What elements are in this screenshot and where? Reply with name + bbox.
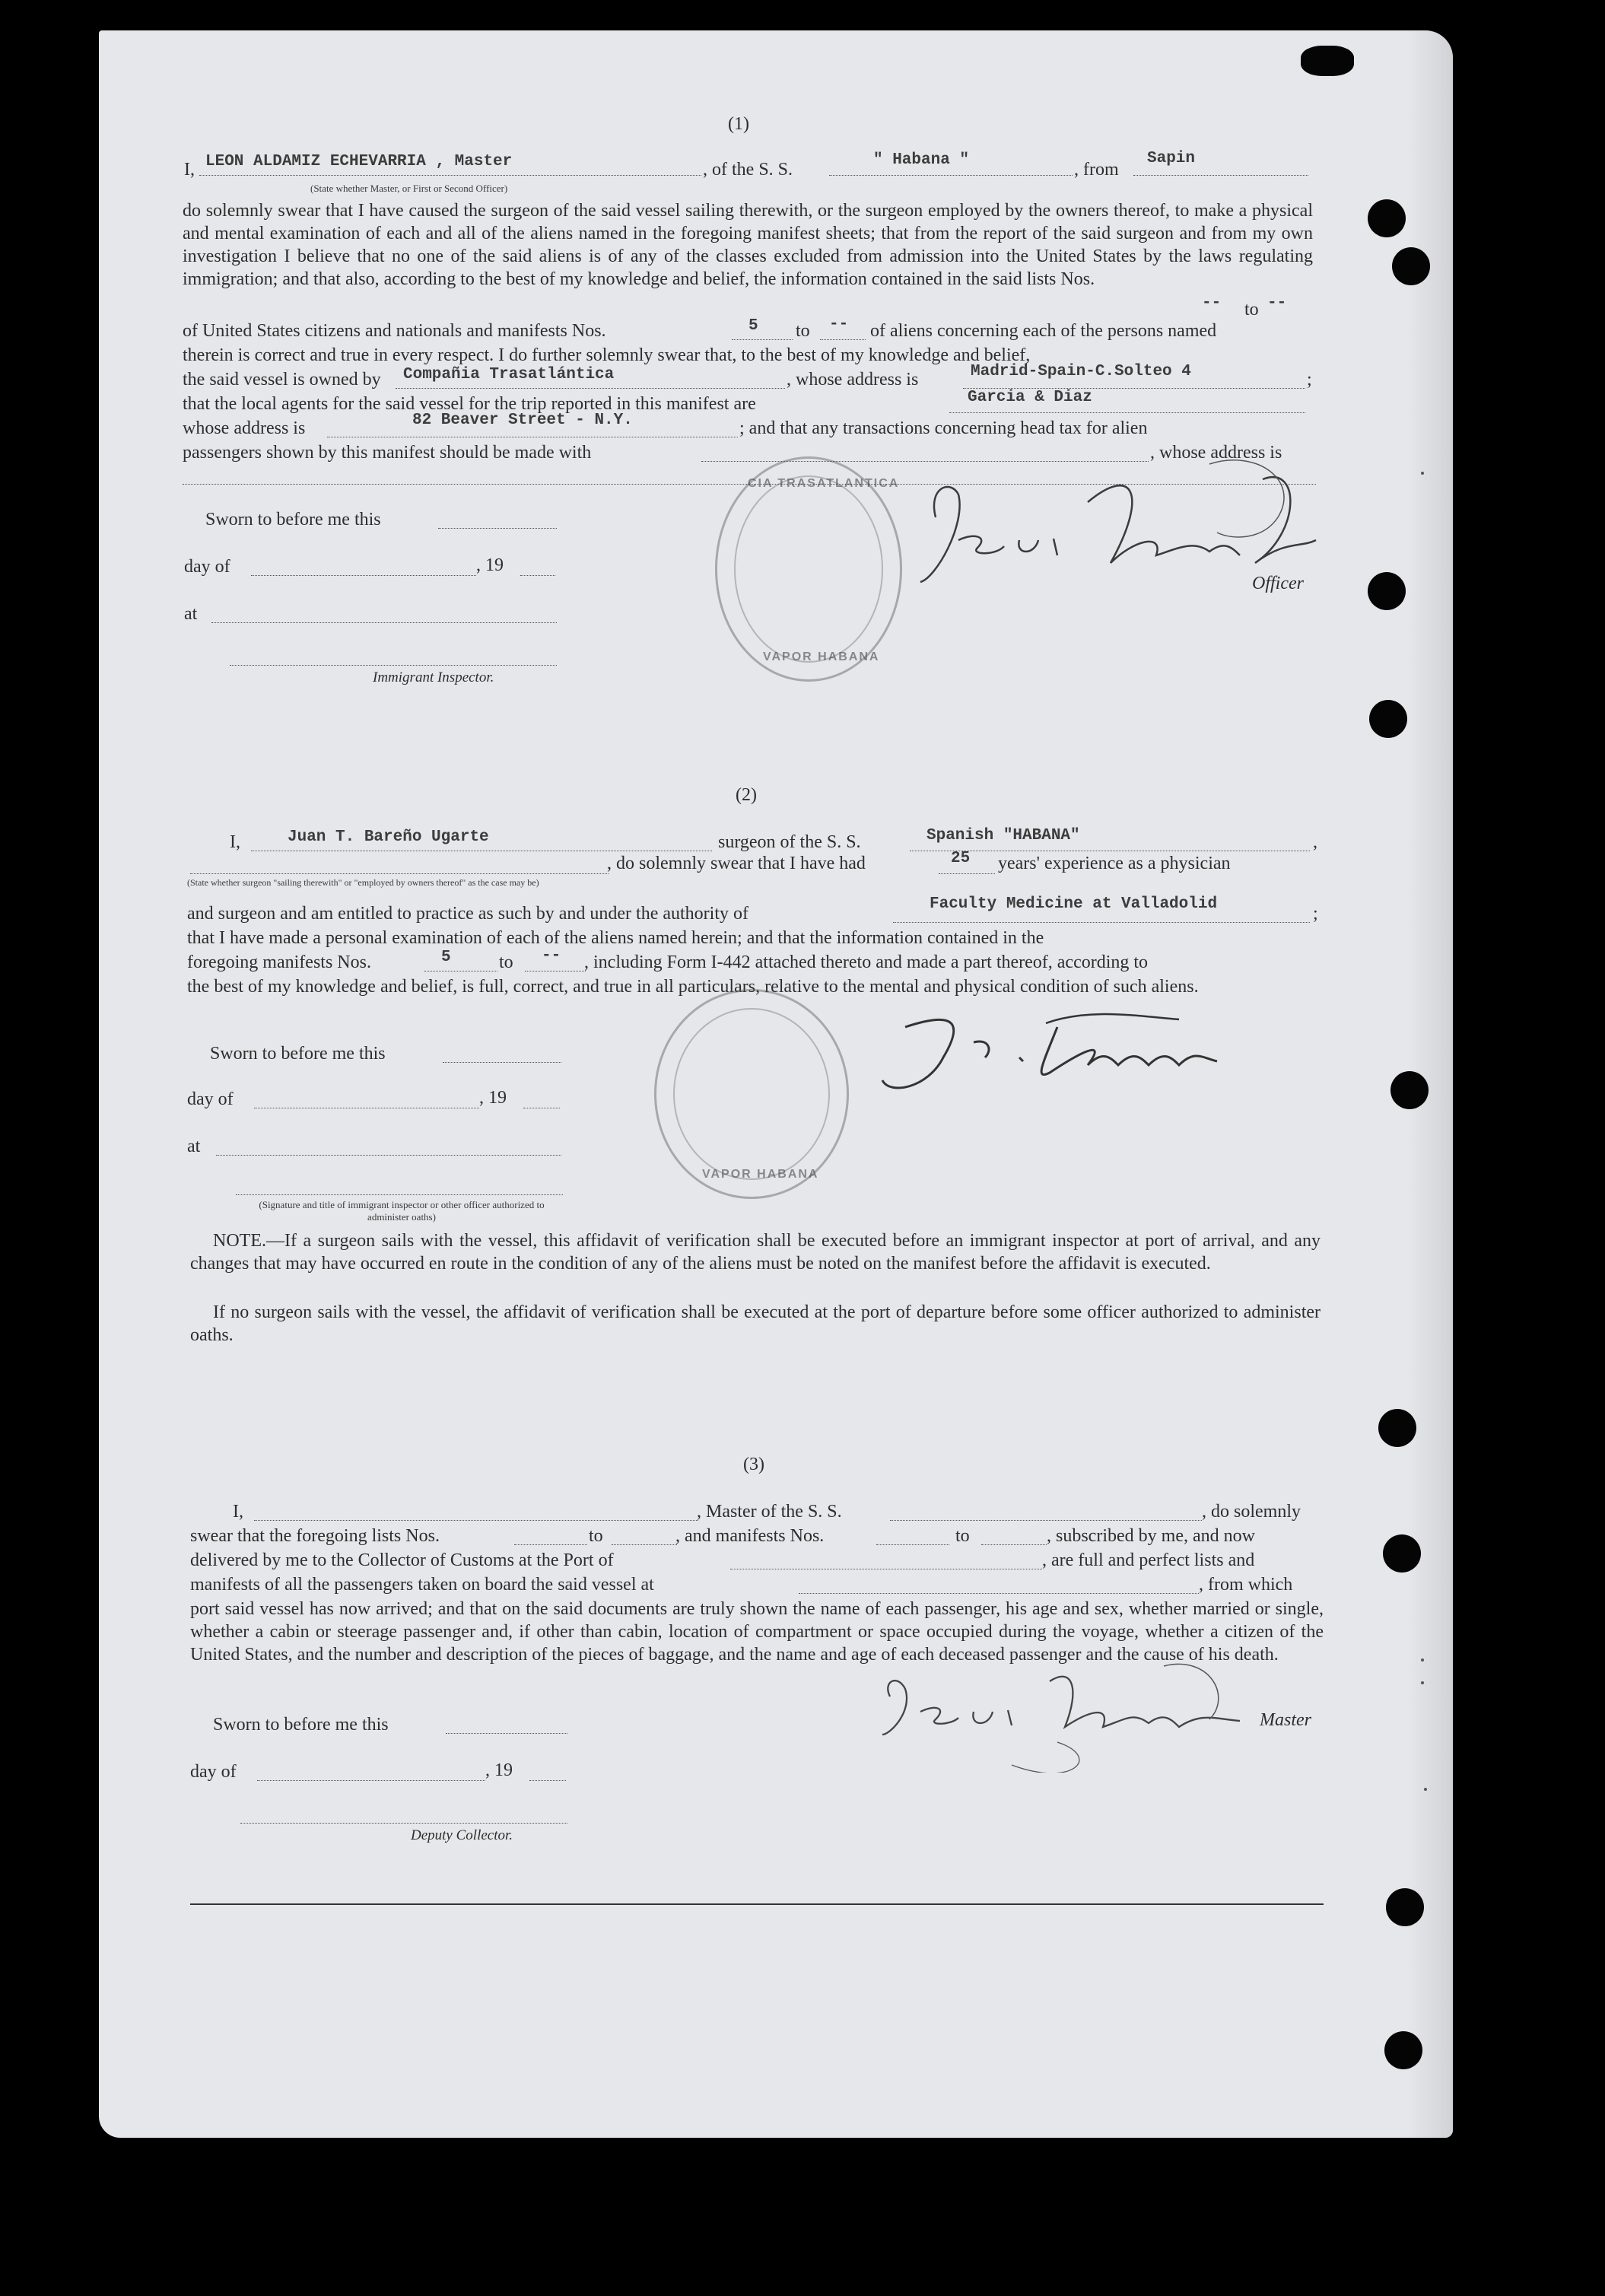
surgeon-vessel: Spanish "HABANA" [926,827,1080,844]
year-label-3: , 19 [485,1760,513,1780]
s3-vessel-blank [890,1520,1202,1521]
us-citizens-line: of United States citizens and nationals and manifests Nos. [183,321,606,341]
company-seal [715,456,902,682]
surgeon-signature [860,997,1255,1118]
day-blank-3 [257,1780,485,1781]
s3-lists-to [612,1544,677,1545]
section-2-body-a: that I have made a personal examination of each of the aliens named herein; and that the information contained in the [187,928,1044,948]
speck [1421,1658,1424,1662]
lists-from: -- [1202,294,1222,312]
owner-line [396,388,785,389]
sworn-blank-1 [438,528,557,529]
years-value: 25 [951,850,971,867]
s2-to-word: to [499,952,513,972]
at-blank-1 [211,622,557,623]
s3-to-1: to [589,1526,603,1546]
subscribed-text: , subscribed by me, and now [1047,1526,1255,1546]
sworn-blank-3 [446,1733,567,1734]
s3-manifests-to [981,1544,1047,1545]
authority-value: Faculty Medicine at Valladolid [930,895,1218,913]
s2-to-line [525,971,586,972]
years-line [939,873,995,874]
local-agents: Garcia & Diaz [968,389,1092,406]
section-2-body-b: , including Form I-442 attached thereto and made a part thereof, according to [584,952,1149,972]
surgeon-name: Juan T. Bareño Ugarte [288,828,489,846]
manifests-to-line [820,339,866,340]
collector-caption: Deputy Collector. [411,1827,513,1843]
semicolon: ; [1307,370,1312,390]
inspector-caption: Immigrant Inspector. [373,669,494,685]
vessel-line [829,175,1073,176]
at-label-2: at [187,1137,201,1156]
speck [1421,1681,1424,1684]
binder-hole [1301,46,1354,76]
bottom-rule [190,1903,1324,1905]
do-solemnly-label: , do solemnly [1202,1502,1301,1522]
from-line [1133,175,1308,176]
master-signature [875,1651,1270,1773]
inspector-sig-line [230,665,557,666]
s3-manifests-from [876,1544,949,1545]
day-of-label-2: day of [187,1089,234,1109]
vessel-owner: Compañia Trasatlántica [403,366,615,383]
day-of-label-3: day of [190,1762,237,1782]
year-blank-1 [520,575,555,576]
seal-text-bottom-2: VAPOR HABANA [702,1168,819,1181]
at-blank-2 [216,1155,561,1156]
local-agents-label: that the local agents for the said vessel for the trip reported in this manifest are [183,394,756,414]
day-blank-1 [251,575,476,576]
master-label: Master [1260,1710,1311,1730]
s3-place-blank [799,1593,1199,1594]
seal-text-bottom: VAPOR HABANA [763,650,880,663]
s2-manifests-to: -- [542,947,561,965]
and-manifests-label: , and manifests Nos. [675,1526,825,1546]
agents-line [949,412,1305,413]
speck [1424,1788,1427,1791]
section-1-i: I, [184,160,195,180]
s3-to-2: to [955,1526,970,1546]
section-3-number: (3) [743,1455,764,1474]
from-value: Sapin [1147,150,1196,167]
manifests-to: -- [829,316,849,333]
binder-hole [1386,1888,1424,1926]
from-label: , from [1074,160,1119,180]
year-label-2: , 19 [479,1088,507,1108]
section-3-i: I, [233,1502,243,1522]
surgeon-blank [190,873,609,874]
vessel-name: " Habana " [873,151,970,169]
section-1-number: (1) [728,114,749,134]
note-1: NOTE.—If a surgeon sails with the vessel, this affidavit of verification shall be executed before an immigrant inspector at port of arrival, and any changes that may have occurred en route in the condition of any of the aliens must be noted on the manifest before the affidavit is executed. [190,1231,1321,1274]
full-perfect-text: , are full and perfect lists and [1042,1550,1255,1570]
binder-hole [1369,700,1407,738]
of-aliens-text: of aliens concerning each of the persons named [870,321,1217,341]
foregoing-label: foregoing manifests Nos. [187,952,371,972]
head-tax-text: ; and that any transactions concerning head tax for alien [739,418,1148,438]
whose-address-label: , whose address is [787,370,919,390]
whose-address-label-3: , whose address is [1150,443,1282,463]
section-3-body: port said vessel has now arrived; and that on the said documents are truly shown the name of each passenger, his age and sex, whether married or single, whether a cabin or steerage passenger and, if other than cabin, location of compartment or space occupied during the voyage, whether a citizen of the United States, and the number and description of the pieces of baggage, and the name and age of each deceased passenger and the cause of his death. [190,1599,1324,1665]
binder-hole [1368,572,1406,610]
years-experience: years' experience as a physician [998,854,1231,873]
section-1-body: do solemnly swear that I have caused the surgeon of the said vessel sailing therewith, or the surgeon employed by the owners thereof, to make a physical and mental examination of each and all of the aliens named in the foregoing manifest sheets; that from the report of the said surgeon and from my own investigation I believe that no one of the said aliens is of any of the classes excluded from admission into the United States by the laws regulating immigration; and that also, according to the best of my knowledge and belief, the information contained in the said lists Nos. [183,201,1313,289]
manifests-from: 5 [748,317,758,335]
authority-label: and surgeon and am entitled to practice as such by and under the authority of [187,904,748,924]
of-ss-label: , of the S. S. [703,160,793,180]
s3-lists-from [514,1544,587,1545]
binder-hole [1384,2031,1422,2069]
manifests-all-text: manifests of all the passengers taken on board the said vessel at [190,1575,654,1595]
company-seal-2 [654,989,849,1199]
officer-sig-line-2 [236,1194,563,1195]
semicolon-2: ; [1313,904,1318,924]
binder-hole [1392,247,1430,285]
at-label-1: at [184,604,198,624]
comma: , [1313,832,1317,852]
manifests-to-word: to [796,321,810,341]
lists-to-word: to [1244,300,1259,320]
s2-manifests-from: 5 [441,949,451,966]
seal-text-top: CIA TRASATLANTICA [748,477,900,490]
delivered-text: delivered by me to the Collector of Customs at the Port of [190,1550,614,1570]
sworn-label-2: Sworn to before me this [210,1044,386,1064]
master-line [199,175,701,176]
surgeon-of-label: surgeon of the S. S. [718,832,861,852]
signature-caption: (Signature and title of immigrant inspector or other officer authorized to administer oaths) [259,1199,545,1223]
solemnly-text: , do solemnly swear that I have had [607,854,866,873]
owned-by-label: the said vessel is owned by [183,370,381,390]
master-caption: (State whether Master, or First or Second Officer) [310,183,508,194]
swear-lists-label: swear that the foregoing lists Nos. [190,1526,440,1546]
surgeon-caption: (State whether surgeon "sailing therewith" or "employed by owners thereof" as the case may be) [187,877,539,888]
speck [1421,472,1424,475]
master-of-label: , Master of the S. S. [697,1502,842,1522]
manifests-from-line [732,339,793,340]
officer-label: Officer [1252,574,1304,593]
year-blank-3 [529,1780,566,1781]
agents-address-label: whose address is [183,418,306,438]
passengers-line: passengers shown by this manifest should be made with [183,443,592,463]
agents-address: 82 Beaver Street - N.Y. [412,412,633,429]
from-which-text: , from which [1199,1575,1293,1595]
year-label-1: , 19 [476,555,504,575]
binder-hole [1383,1534,1421,1573]
day-of-label-1: day of [184,557,230,577]
collector-sig-line [240,1823,567,1824]
section-2-number: (2) [736,785,757,805]
authority-line [893,922,1310,923]
binder-hole [1378,1409,1416,1447]
binder-hole [1390,1071,1429,1109]
lists-to: -- [1267,294,1287,312]
note-2: If no surgeon sails with the vessel, the affidavit of verification shall be executed at the port of departure before some officer authorized to administer oaths. [190,1302,1321,1345]
section-2-i: I, [230,832,240,852]
sworn-label-1: Sworn to before me this [205,510,381,529]
sworn-label-3: Sworn to before me this [213,1715,389,1735]
s3-name-blank [254,1520,698,1521]
master-name: LEON ALDAMIZ ECHEVARRIA , Master [205,153,513,170]
sworn-blank-2 [443,1062,561,1063]
owner-address: Madrid-Spain-C.Solteo 4 [971,363,1191,380]
s2-from-line [424,971,497,972]
binder-hole [1368,199,1406,237]
therein-line: therein is correct and true in every respect. I do further solemnly swear that, to the best of my knowledge and belief, [183,345,1031,365]
section-2-body-c: the best of my knowledge and belief, is full, correct, and true in all particulars, relative to the mental and physical condition of such aliens. [187,977,1199,997]
